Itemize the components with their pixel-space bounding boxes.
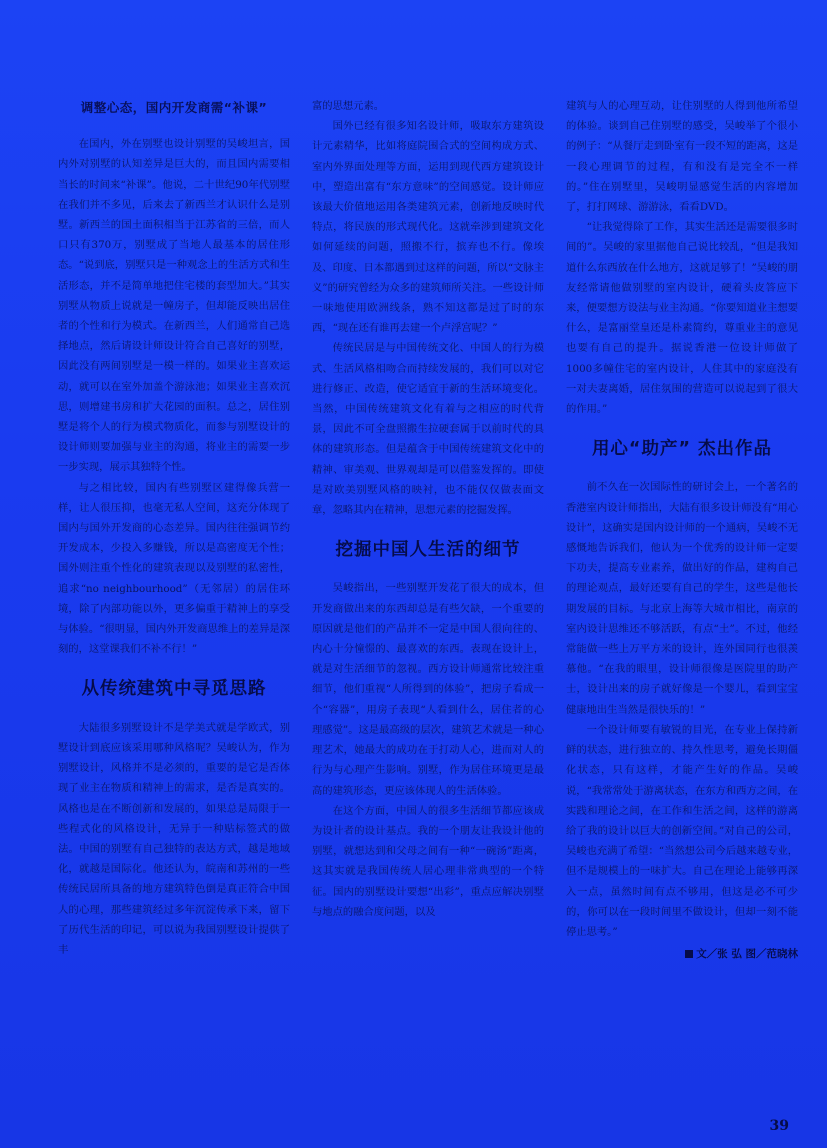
section-heading: 调整心态，国内开发商需“补课”	[80, 100, 268, 115]
column-3	[566, 90, 798, 1100]
paragraph: 富的思想元素。	[312, 100, 385, 112]
section-heading: 从传统建筑中寻觅思路	[81, 679, 267, 700]
paragraph: 在这个方面，中国人的很多生活细节都应该成为设计者的设计基点。我的一个朋友让我设计他的别墅，就想达到和父母之间有一种“一碗汤”距离，这其实就是我国传统人居心理非常典型的一个特征。国内的别墅设计要想“出彩”，重点应解决别墅与地点的融合度问题，以及	[312, 804, 544, 918]
paragraph: “让我觉得除了工作，其实生活还是需要很多时间的”。吴峻的家里据他自己说比较乱，“但是我知道什么东西放在什么地方，这就足够了！”吴峻的朋友经常请他做别墅的室内设计，硬着头皮答应下来，便要想方设法与业主沟通。“你要知道业主想要什么，是富丽堂皇还是朴素简约，尊重业主的意见也要有自己的提升。据说香港一位设计师做了1000多幢住宅的室内设计，人住其中的家庭没有一对夫妻离婚，居住氛围的营造可以说起到了很大的作用。”	[566, 221, 798, 416]
column-1	[58, 90, 290, 1100]
paragraph: 在国内，外在别墅也设计别墅的吴峻坦言，国内外对别墅的认知差异是巨大的，而且国内需要相当长的时间来“补课”。他说，二十世纪90年代别墅在我们并不多见，后来去了新西兰才认识什么是别墅。新西兰的国土面积相当于江苏省的三倍，而人口只有370万，别墅成了当地人最基本的居住形态。“说到底，别墅只是一种观念上的生活方式和生活形态，并不是简单地把住宅楼的套型加大。”其实别墅从物质上说就是一幢房子，但却能反映出居住者的个性和行为模式。在新西兰，人们通常自己选择地点，然后请设计师设计符合自己喜好的别墅，因此没有两间别墅是一模一样的。如果业主喜欢运动，就可以在室外加盖个游泳池；如果业主喜欢沉思，则增建书房和扩大花园的面积。总之，居住别墅是将个人的行为模式物质化，而参与别墅设计的设计师则要加强与业主的沟通，将业主的需要一步一步实现，展示其独特个性。	[58, 138, 290, 474]
byline	[566, 944, 798, 964]
section-heading: 用心“助产” 杰出作品	[591, 439, 773, 460]
paragraph: 与之相比较，国内有些别墅区建得像兵营一样，让人很压抑，也毫无私人空间，这充分体现了国内与国外开发商的心态差异。国内往往强调节约开发成本，少投入多赚钱，所以是高密度无个性；国外则注重个性化的建筑表现以及别墅的私密性，追求“no neighbourhood”（无邻居）的居住环境，除了内部功能以外，更多偏重于精神上的享受与体验。“很明显，国内外开发商思维上的差异是深刻的，这堂课我们不补不行！”	[58, 481, 290, 656]
section-heading: 挖掘中国人生活的细节	[335, 540, 521, 561]
magazine-page	[58, 90, 798, 1100]
paragraph: 前不久在一次国际性的研讨会上，一个著名的香港室内设计师指出，大陆有很多设计师没有“用心设计”，这确实是国内设计师的一个通病，吴峻不无感慨地告诉我们，他认为一个优秀的设计师一定要下功夫，提高专业素养，做出好的作品，建构自己的理论观点，最好还要有自己的学生，这些是他长期发展的目标。与北京上海等大城市相比，南京的室内设计思维还不够活跃，有点“土”。不过，他经常能做一些上万平方米的设计，连外国同行也很羡慕他。“在我的眼里，设计师很像是医院里的助产士，设计出来的房子就好像是一个婴儿，看到宝宝健康地出生当然是很快乐的！”	[566, 481, 798, 716]
byline-text: 文／张 弘 图／范晓林	[696, 948, 798, 961]
paragraph: 吴峻指出，一些别墅开发花了很大的成本，但开发商做出来的东西却总是有些欠缺，一个重要的原因就是他们的产品并不一定是中国人很向往的、内心十分憧憬的、最喜欢的东西。表现在设计上，就是对生活细节的忽视。西方设计师通常比较注重细节，他们重视“人所得到的体验”，把房子看成一个“容器”，用房子表现“人看到什么，居住者的心理感觉”。这是最高级的层次，建筑艺术就是一种心理艺术，她最大的成功在于打动人心，进而对人的行为与心理产生影响。别墅，作为居住环境更是最高的建筑形态，更应该体现人的生活体验。	[312, 582, 544, 797]
page-number: 39	[769, 1118, 789, 1134]
column-2	[312, 90, 544, 1100]
square-bullet-icon	[685, 950, 693, 958]
paragraph: 国外已经有很多知名设计师，吸取东方建筑设计元素精华，比如将庭院围合式的空间构成方式、室内外界面处理等方面，运用到现代西方建筑设计中，塑造出富有“东方意味”的空间感觉。设计师应该最大价值地运用各类建筑元素，创新地反映时代特点，将民族的形式现代化。这就牵涉到建筑文化如何延续的问题，照搬不行，摈弃也不行。像埃及、印度、日本都遇到过这样的问题，所以“文脉主义”的研究曾经为众多的建筑师所关注。一些设计师一味地使用欧洲线条，熟不知这都是过了时的东西，“现在还有谁再去建一个卢浮宫呢？”	[312, 120, 544, 335]
paragraph: 一个设计师要有敏锐的目光，在专业上保持新鲜的状态，进行独立的、持久性思考，避免长期僵化状态，只有这样，才能产生好的作品。吴峻说，“我常常处于游离状态，在东方和西方之间，在实践和理论之间，在工作和生活之间，这样的游离给了我的设计以巨大的创新空间。”对自己的公司，吴峻也充满了希望：“当然想公司今后越来越专业，但不是规模上的一味扩大。自己在理论上能够再深入一点，虽然时间有点不够用，但这是必不可少的，你可以在一段时间里不做设计，但却一刻不能停止思考。”	[566, 723, 798, 938]
paragraph: 传统民居是与中国传统文化、中国人的行为模式、生活风格相吻合而持续发展的，我们可以对它进行修正、改造，使它适宜于新的生活环境变化。当然，中国传统建筑文化有着与之相应的时代背景，因此不可全盘照搬生拉硬套属于以前时代的具体的建筑形态。但是蕴含于中国传统建筑文化中的精神、审美观、世界观却是可以借鉴发挥的。即使是对欧美别墅风格的映衬，也不能仅仅做表面文章，忽略其内在精神，思想元素的挖掘发挥。	[312, 342, 544, 517]
paragraph: 建筑与人的心理互动，让住别墅的人得到他所希望的体验。谈到自己住别墅的感受，吴峻举了个很小的例子：“从餐厅走到卧室有一段不短的距离，这是一段心理调节的过程，有和没有是完全不一样的。”住在别墅里，吴峻明显感觉生活的内容增加了，打打网球、游游泳，看看DVD。	[566, 100, 798, 214]
paragraph: 大陆很多别墅设计不是学美式就是学欧式，别墅设计到底应该采用哪种风格呢？吴峻认为，作为别墅设计，风格并不是必须的，重要的是它是否体现了业主在物质和精神上的需求，是否是真实的。风格也是在不断创新和发展的，如果总是局限于一些程式化的风格设计，无异于一种贴标签式的做法。中国的别墅有自己独特的表达方式，越是地域化，就越是国际化。他还认为，皖南和苏州的一些传统民居所具备的地方建筑特色倒是真正符合中国人的心理，那些建筑经过多年沉淀传承下来，留下了历代生活的印记，可以说为我国别墅设计提供了丰	[58, 721, 290, 956]
